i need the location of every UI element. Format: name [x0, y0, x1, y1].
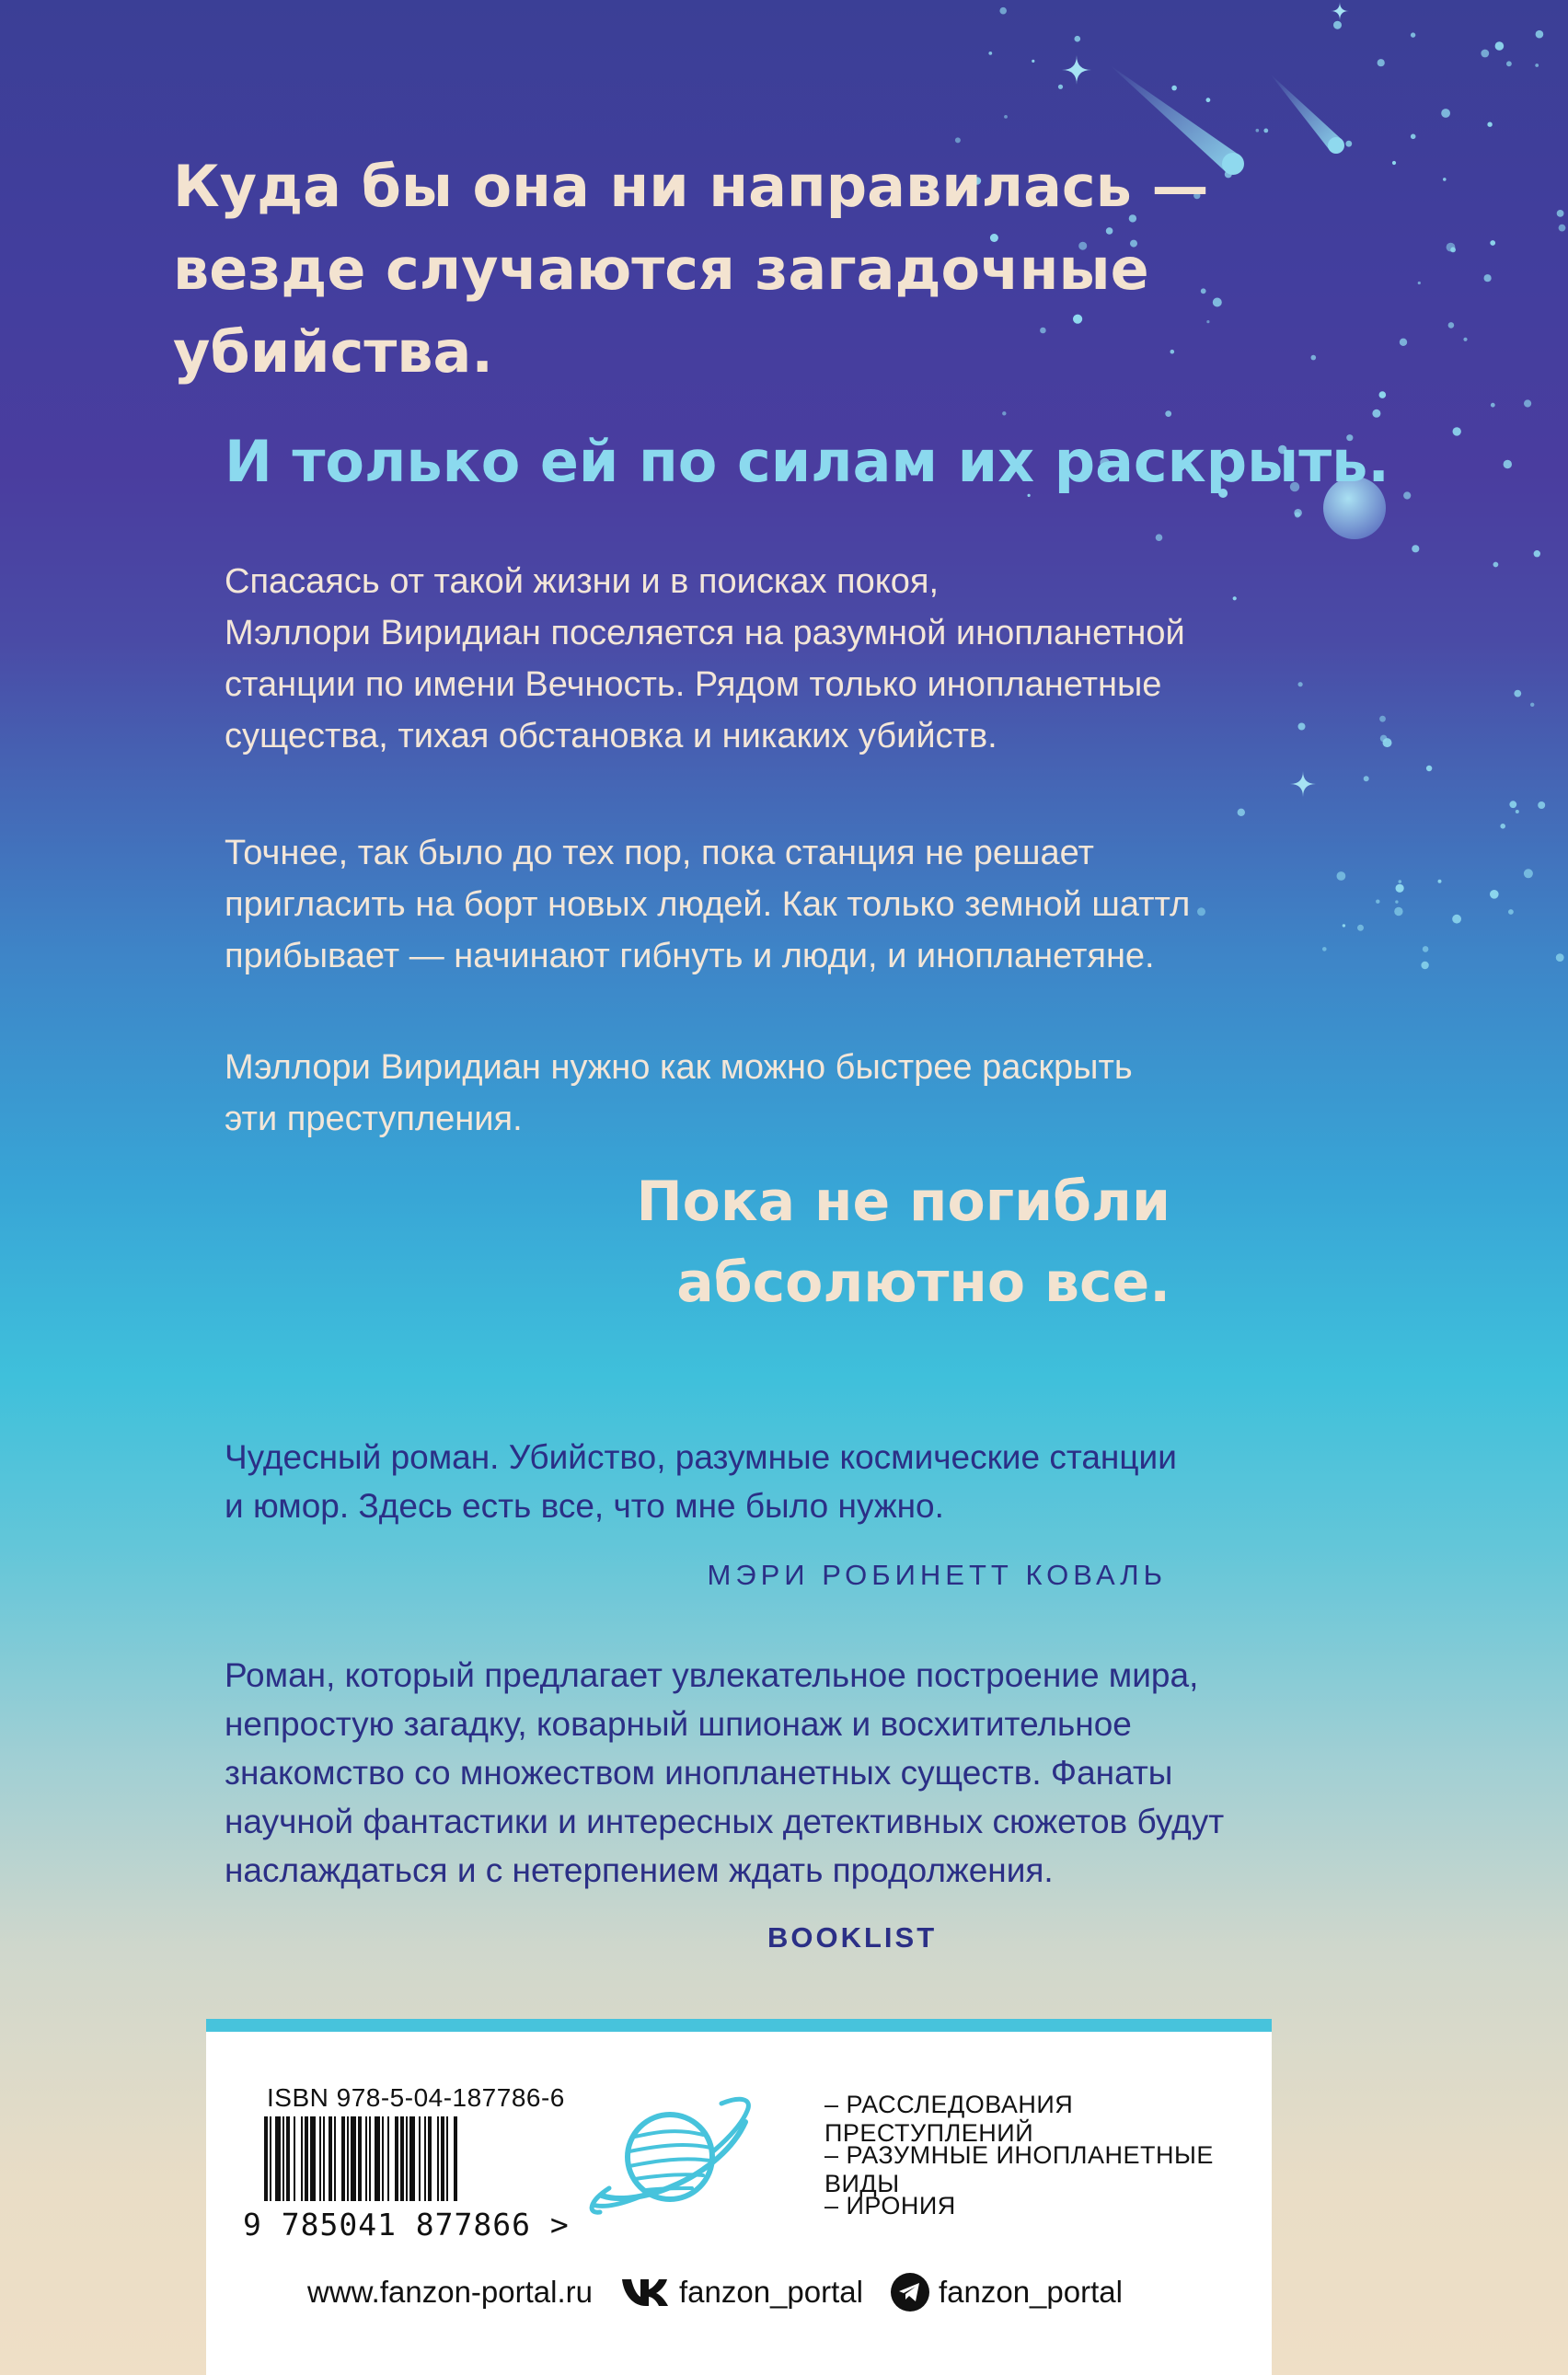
star-dot	[1418, 282, 1421, 284]
star-dot	[1333, 21, 1342, 29]
star-dot	[1032, 60, 1034, 63]
star-dot	[1559, 225, 1566, 232]
blurb-line: существа, тихая обстановка и никаких убийств.	[225, 717, 997, 755]
telegram-link[interactable]	[891, 2273, 1123, 2312]
review-quote-2	[225, 1651, 1310, 1895]
star-dot	[1556, 953, 1564, 962]
star-dot	[1075, 36, 1081, 42]
telegram-icon	[891, 2273, 929, 2312]
blurb-paragraph-3	[225, 1042, 1310, 1145]
star-dot	[1345, 141, 1352, 147]
comet-icon	[1328, 137, 1344, 154]
star-dot	[1421, 962, 1428, 969]
star-dot	[1524, 399, 1531, 407]
star-dot	[1380, 735, 1388, 743]
star-dot	[955, 137, 961, 143]
star-dot	[1514, 690, 1521, 698]
star-dot	[1495, 41, 1505, 51]
footer-links	[307, 2269, 1228, 2315]
blurb-line: пригласить на борт новых людей. Как только земной шаттл	[225, 885, 1191, 924]
star-dot	[1206, 98, 1211, 102]
star-sparkle-icon	[1062, 55, 1091, 85]
star-dot	[1506, 61, 1512, 66]
star-sparkle-icon	[1331, 2, 1349, 20]
star-dot	[1378, 59, 1385, 66]
star-dot	[1487, 122, 1492, 127]
star-dot	[1364, 776, 1369, 781]
quote-line: знакомство со множеством инопланетных существ. Фанаты	[225, 1754, 1173, 1792]
star-dot	[1452, 915, 1461, 924]
star-dot	[1481, 50, 1489, 58]
star-dot	[1535, 63, 1539, 67]
star-dot	[1453, 427, 1461, 435]
quote-line: наслаждаться и с нетерпением ждать продолжения.	[225, 1851, 1054, 1889]
blurb-paragraph-1	[225, 556, 1310, 762]
star-dot	[1538, 801, 1545, 809]
blurb-line: прибывает — начинают гибнуть и люди, и инопланетяне.	[225, 937, 1155, 975]
genre-tag: – РАЗУМНЫЕ ИНОПЛАНЕТНЫЕ ВИДЫ	[824, 2141, 1214, 2197]
star-dot	[1530, 703, 1534, 707]
finale-line: Пока не погибли	[636, 1170, 1170, 1234]
star-dot	[1508, 909, 1514, 915]
headline-line: убийства.	[173, 318, 493, 386]
star-dot	[1156, 534, 1163, 541]
quote-author-2: BOOKLIST	[767, 1921, 938, 1954]
vk-link[interactable]	[620, 2275, 863, 2310]
quote-author-1: МЭРИ РОБИНЕТТ КОВАЛЬ	[707, 1559, 1167, 1591]
star-dot	[1400, 339, 1407, 346]
headline-line: Куда бы она ни направилась —	[173, 153, 1209, 220]
quote-line: непростую загадку, коварный шпионаж и восхитительное	[225, 1705, 1132, 1743]
star-dot	[1004, 115, 1008, 119]
star-dot	[1058, 85, 1063, 89]
genre-tag: – ИРОНИЯ	[824, 2192, 956, 2219]
star-dot	[1536, 30, 1544, 39]
telegram-handle: fanzon_portal	[938, 2275, 1123, 2309]
star-dot	[1448, 322, 1455, 329]
headline	[173, 145, 1277, 394]
star-dot	[1412, 545, 1419, 552]
star-dot	[1294, 509, 1302, 517]
star-dot	[1376, 900, 1379, 904]
star-dot	[1256, 129, 1260, 133]
star-dot	[1411, 32, 1415, 37]
star-dot	[1484, 274, 1492, 282]
star-dot	[1504, 460, 1512, 468]
vk-handle: fanzon_portal	[678, 2275, 863, 2309]
vk-icon	[620, 2277, 670, 2308]
star-dot	[1447, 243, 1456, 252]
website-link[interactable]: www.fanzon-portal.ru	[307, 2275, 593, 2309]
saturn-icon	[574, 2087, 758, 2234]
barcode-digits: 9 785041 877866 >	[243, 2207, 570, 2242]
star-dot	[1557, 210, 1564, 217]
star-dot	[1534, 550, 1540, 557]
star-dot	[1490, 240, 1495, 246]
headline-line: везде случаются загадочные	[173, 236, 1149, 303]
star-dot	[1396, 884, 1404, 893]
blurb-line: Точнее, так было до тех пор, пока станция не решает	[225, 834, 1094, 872]
star-dot	[1516, 810, 1519, 813]
star-dot	[1238, 809, 1245, 816]
star-dot	[1509, 801, 1516, 808]
info-panel	[206, 2019, 1272, 2375]
blurb-line: эти преступления.	[225, 1100, 523, 1138]
star-dot	[1490, 890, 1499, 899]
tagline: И только ей по силам их раскрыть.	[225, 428, 1389, 495]
star-dot	[1493, 562, 1499, 568]
star-dot	[1171, 86, 1177, 91]
review-quote-1	[225, 1433, 1310, 1530]
barcode	[264, 2116, 536, 2201]
blurb-line: станции по имени Вечность. Рядом только инопланетные	[225, 665, 1162, 704]
star-dot	[999, 7, 1007, 15]
quote-line: Чудесный роман. Убийство, разумные космические станции	[225, 1438, 1177, 1476]
blurb-paragraph-2	[225, 827, 1310, 982]
star-dot	[1500, 824, 1505, 829]
blurb-line: Мэллори Виридиан поселяется на разумной инопланетной	[225, 614, 1185, 652]
isbn-label: ISBN 978-5-04-187786-6	[267, 2083, 565, 2112]
star-dot	[1463, 338, 1467, 341]
genre-tag: – РАССЛЕДОВАНИЯ ПРЕСТУПЛЕНИЙ	[824, 2091, 1074, 2147]
blurb-line: Спасаясь от такой жизни и в поисках покоя,	[225, 562, 940, 601]
star-dot	[1524, 869, 1533, 878]
star-dot	[1379, 391, 1387, 398]
quote-line: научной фантастики и интересных детективных сюжетов будут	[225, 1803, 1225, 1840]
star-dot	[1372, 409, 1380, 418]
star-dot	[1443, 178, 1447, 181]
star-dot	[1441, 109, 1450, 118]
star-sparkle-icon	[1290, 771, 1316, 797]
finale-line: абсолютно все.	[676, 1251, 1170, 1315]
star-dot	[1438, 880, 1442, 883]
star-dot	[1426, 766, 1432, 771]
star-dot	[1411, 134, 1416, 140]
star-dot	[1395, 900, 1398, 903]
star-dot	[1343, 924, 1345, 927]
star-dot	[1337, 871, 1346, 881]
star-dot	[1357, 925, 1364, 931]
star-dot	[1002, 411, 1006, 415]
star-dot	[1322, 947, 1327, 951]
star-dot	[1379, 716, 1386, 722]
star-dot	[1263, 129, 1268, 133]
star-dot	[1394, 907, 1402, 916]
quote-line: Роман, который предлагает увлекательное построение мира,	[225, 1656, 1199, 1694]
finale-tagline	[552, 1161, 1170, 1323]
star-dot	[1392, 161, 1396, 165]
star-dot	[1165, 410, 1171, 417]
star-dot	[988, 52, 992, 55]
blurb-line: Мэллори Виридиан нужно как можно быстрее раскрыть	[225, 1048, 1133, 1087]
quote-line: и юмор. Здесь есть все, что мне было нужно.	[225, 1487, 944, 1525]
star-dot	[1491, 403, 1495, 408]
star-dot	[1311, 355, 1317, 361]
star-dot	[1399, 880, 1402, 883]
star-dot	[1423, 946, 1429, 952]
